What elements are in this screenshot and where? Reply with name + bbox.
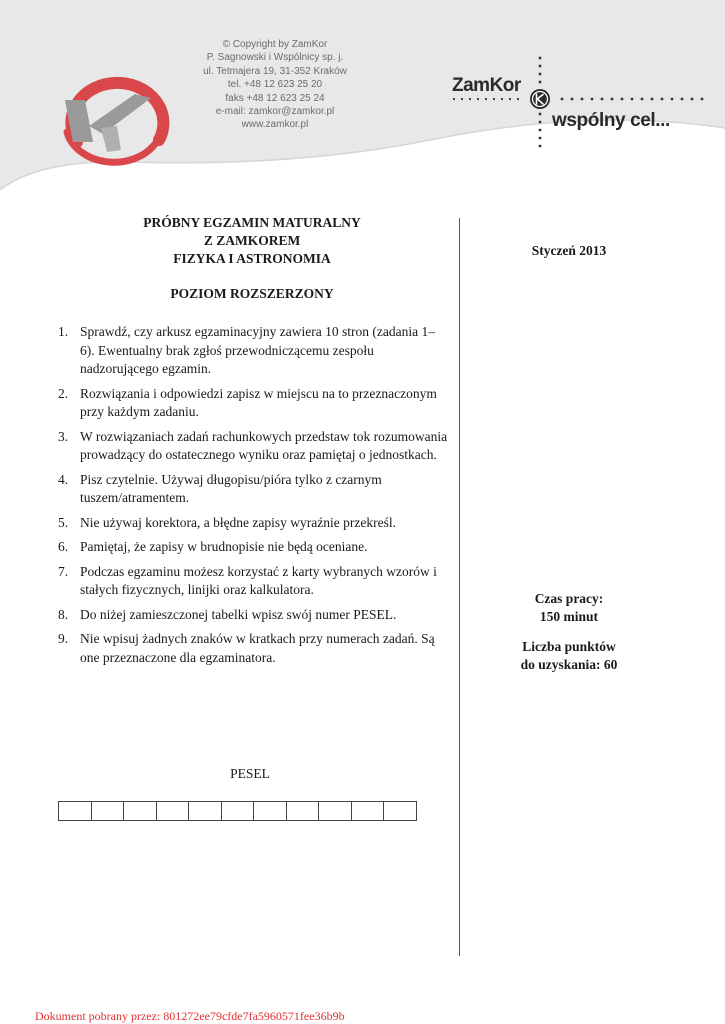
download-footer: Dokument pobrany przez: 801272ee79cfde7fa5960571fee36b9b <box>35 1009 345 1023</box>
brand-dots-icon <box>448 52 723 162</box>
instructions-list <box>58 323 448 673</box>
instruction-item <box>58 323 448 379</box>
copyright-line: tel. +48 12 623 25 20 <box>227 79 323 91</box>
work-time-label: Czas pracy: <box>534 591 604 606</box>
instruction-number: 1. <box>58 324 69 339</box>
pesel-digit-box[interactable] <box>91 801 125 821</box>
instruction-item <box>58 428 448 465</box>
exam-title-line: PRÓBNY EGZAMIN MATURALNY <box>143 215 361 230</box>
pesel-grid <box>58 801 417 821</box>
copyright-line: faks +48 12 623 25 24 <box>225 92 325 104</box>
exam-title-line: Z ZAMKOREM <box>203 233 301 248</box>
instruction-item <box>58 514 448 533</box>
instruction-item <box>58 385 448 422</box>
exam-level: POZIOM ROZSZERZONY <box>170 286 334 301</box>
zamkor-brand-logo <box>448 52 723 162</box>
instruction-text: Nie używaj korektora, a błędne zapisy wyraźnie przekreśl. <box>80 514 396 530</box>
max-points <box>470 638 668 674</box>
brand-name: ZamKor <box>452 75 521 96</box>
pesel-digit-box[interactable] <box>58 801 92 821</box>
zamkor-k-logo-icon <box>55 70 170 170</box>
instruction-number: 7. <box>58 563 69 579</box>
column-divider <box>459 218 460 956</box>
pesel-digit-box[interactable] <box>383 801 417 821</box>
copyright-line: ul. Tetmajera 19, 31-352 Kraków <box>203 65 347 77</box>
instruction-number: 4. <box>58 471 69 487</box>
exam-title <box>62 214 442 268</box>
instruction-number: 2. <box>58 385 69 401</box>
pesel-digit-box[interactable] <box>351 801 385 821</box>
brand-tagline: wspólny cel... <box>552 110 670 131</box>
exam-title-line: FIZYKA I ASTRONOMIA <box>173 251 331 266</box>
instruction-number: 8. <box>58 606 69 622</box>
pesel-digit-box[interactable] <box>221 801 255 821</box>
instruction-item <box>58 606 448 625</box>
instruction-number: 5. <box>58 514 69 530</box>
instruction-item <box>58 471 448 508</box>
pesel-digit-box[interactable] <box>156 801 190 821</box>
instruction-number: 3. <box>58 428 69 444</box>
instruction-text: Sprawdź, czy arkusz egzaminacyjny zawiera 10 stron (zadania 1–6). Ewentualny brak zgłoś przewodniczącemu zespołu nadzorującego egzamin. <box>80 324 435 376</box>
exam-date: Styczeń 2013 <box>531 243 607 258</box>
copyright-line: P. Sagnowski i Wspólnicy sp. j. <box>206 52 344 64</box>
pesel-label: PESEL <box>230 766 270 781</box>
instruction-text: Podczas egzaminu możesz korzystać z karty wybranych wzorów i stałych fizycznych, linijki oraz kalkulatora. <box>80 563 437 597</box>
pesel-digit-box[interactable] <box>286 801 320 821</box>
instruction-item <box>58 563 448 600</box>
instruction-text: Do niżej zamieszczonej tabelki wpisz swój numer PESEL. <box>80 606 397 622</box>
instruction-number: 9. <box>58 631 69 646</box>
copyright-line: e-mail: zamkor@zamkor.pl <box>215 106 335 118</box>
work-time-value: 150 minut <box>539 609 599 624</box>
instruction-item <box>58 538 448 557</box>
max-points-value: do uzyskania: 60 <box>520 657 618 672</box>
pesel-digit-box[interactable] <box>188 801 222 821</box>
instruction-number: 6. <box>58 539 69 554</box>
instruction-text: Rozwiązania i odpowiedzi zapisz w miejscu na to przeznaczonym przy każdym zadaniu. <box>80 385 437 419</box>
instruction-item <box>58 630 448 667</box>
instruction-text: Pisz czytelnie. Używaj długopisu/pióra tylko z czarnym tuszem/atramentem. <box>80 471 382 505</box>
pesel-digit-box[interactable] <box>253 801 287 821</box>
copyright-line: © Copyright by ZamKor <box>222 39 328 50</box>
work-time <box>470 590 668 626</box>
max-points-label: Liczba punktów <box>522 639 616 654</box>
instruction-text: W rozwiązaniach zadań rachunkowych przedstaw tok rozumowania prowadzący do ostatecznego wyniku oraz pamiętaj o jednostkach. <box>80 428 448 462</box>
pesel-digit-box[interactable] <box>123 801 157 821</box>
copyright-block <box>175 38 375 132</box>
copyright-line: www.zamkor.pl <box>241 119 309 131</box>
instruction-text: Pamiętaj, że zapisy w brudnopisie nie będą oceniane. <box>80 539 368 554</box>
instruction-text: Nie wpisuj żadnych znaków w kratkach przy numerach zadań. Są one przeznaczone dla egzaminatora. <box>80 631 435 665</box>
pesel-digit-box[interactable] <box>318 801 352 821</box>
